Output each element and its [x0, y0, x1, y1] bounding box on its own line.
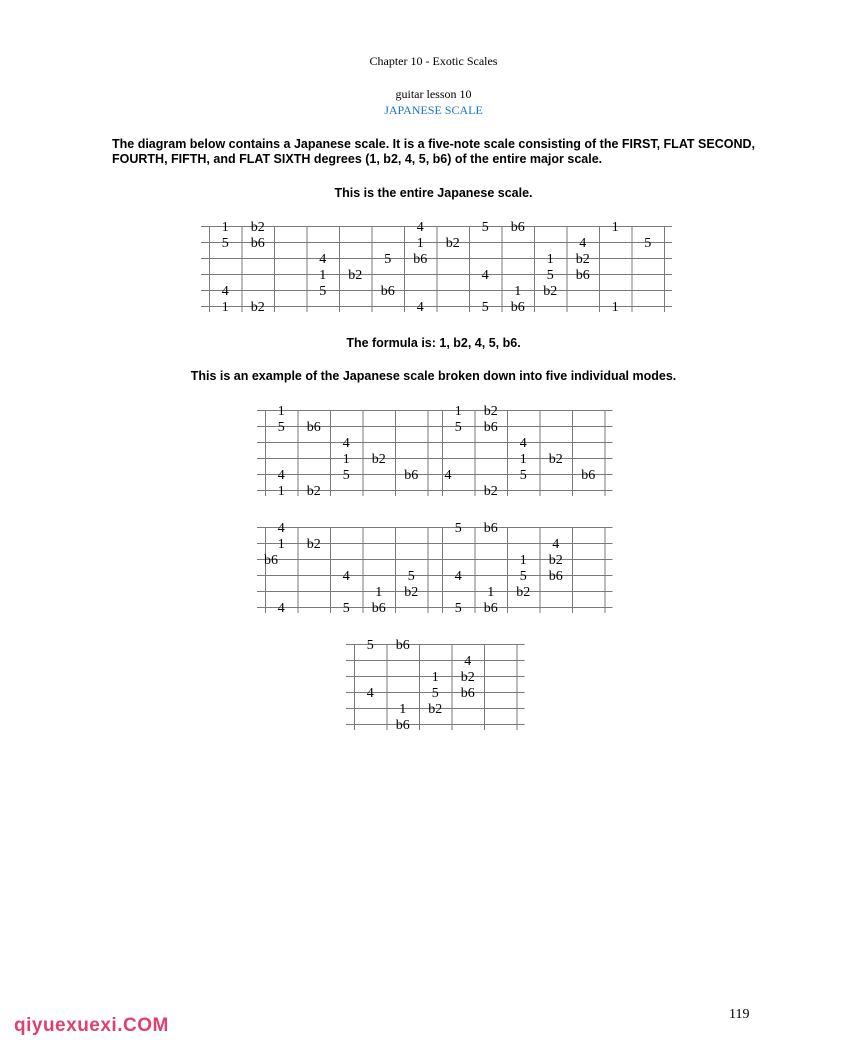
scale-degree-label: b6	[264, 553, 278, 568]
scale-degree-label: 1	[375, 585, 383, 600]
scale-degree-label: 5	[342, 468, 350, 483]
chapter-title: Chapter 10 - Exotic Scales	[369, 54, 498, 68]
watermark-text: qiyuexuexi.COM	[14, 1015, 169, 1036]
scale-degree-label: 1	[277, 484, 285, 499]
scale-degree-label: 1	[487, 585, 495, 600]
lesson-name: JAPANESE SCALE	[384, 103, 483, 117]
scale-degree-label: b2	[460, 670, 475, 685]
scale-degree-label: 5	[319, 284, 327, 299]
scale-degree-label: b2	[543, 284, 558, 299]
scale-degree-label: 1	[221, 300, 229, 315]
scale-degree-label: b2	[250, 300, 265, 315]
scale-degree-label: 4	[454, 569, 462, 584]
scale-degree-label: 4	[342, 569, 350, 584]
intro-paragraph: The diagram below contains a Japanese scale. It is a five-note scale consisting of the FIRST, FLAT SECOND, FOURTH, FIFTH, and FLAT SIXTH degrees (1, b2, 4, 5, b6) of the entire major scale.	[112, 137, 755, 166]
scale-degree-label: 5	[342, 601, 350, 616]
page-number: 119	[729, 1007, 750, 1022]
scale-degree-label: b6	[404, 468, 419, 483]
scale-degree-label: 1	[611, 300, 619, 315]
scale-degree-label: 4	[416, 300, 424, 315]
scale-degree-label: 4	[579, 236, 587, 251]
formula-text: The formula is: 1, b2, 4, 5, b6.	[346, 336, 521, 350]
scale-degree-label: 5	[221, 236, 229, 251]
scale-degree-label: b2	[575, 252, 590, 267]
scale-degree-label: 1	[342, 452, 350, 467]
scale-degree-label: 5	[481, 300, 489, 315]
scale-degree-label: 5	[407, 569, 415, 584]
scale-degree-label: b2	[445, 236, 460, 251]
scale-degree-label: b6	[460, 686, 475, 701]
fretboard-mode-4	[434, 521, 613, 616]
scale-degree-label: b6	[483, 601, 498, 616]
lesson-number: guitar lesson 10	[395, 87, 472, 101]
fretboard-mode-1	[257, 404, 436, 499]
entire-scale-caption: This is the entire Japanese scale.	[334, 186, 533, 200]
scale-degree-label: b6	[510, 220, 525, 235]
scale-degree-label: 4	[464, 654, 472, 669]
scale-degree-label: 5	[481, 220, 489, 235]
scale-degree-label: b6	[548, 569, 563, 584]
scale-degree-label: 1	[519, 553, 527, 568]
scale-degree-label: b2	[306, 484, 321, 499]
scale-degree-label: 4	[416, 220, 424, 235]
modes-caption: This is an example of the Japanese scale broken down into five individual modes.	[190, 369, 677, 383]
scale-degree-label: 5	[644, 236, 652, 251]
scale-degree-label: b6	[413, 252, 428, 267]
scale-degree-label: 5	[519, 569, 527, 584]
scale-degree-label: b6	[510, 300, 525, 315]
scale-degree-label: b2	[428, 702, 443, 717]
scale-degree-label: 4	[481, 268, 489, 283]
scale-degree-label: 4	[319, 252, 327, 267]
scale-degree-label: b2	[483, 404, 498, 419]
scale-degree-label: 1	[519, 452, 527, 467]
scale-degree-label: b2	[548, 553, 563, 568]
scale-degree-label: 4	[552, 537, 560, 552]
scale-degree-label: 1	[416, 236, 424, 251]
scale-degree-label: b2	[548, 452, 563, 467]
scale-degree-label: 5	[519, 468, 527, 483]
scale-degree-label: 1	[611, 220, 619, 235]
scale-degree-label: b6	[250, 236, 265, 251]
scale-degree-label: 5	[454, 420, 462, 435]
scale-degree-label: 4	[366, 686, 374, 701]
fretboard-entire-scale	[201, 220, 672, 315]
scale-degree-label: 4	[277, 601, 285, 616]
scale-degree-label: 4	[342, 436, 350, 451]
scale-degree-label: 4	[221, 284, 229, 299]
scale-degree-label: b6	[371, 601, 386, 616]
scale-degree-label: 1	[431, 670, 439, 685]
scale-degree-label: b2	[250, 220, 265, 235]
scale-degree-label: 1	[221, 220, 229, 235]
fretboard-mode-2	[434, 404, 613, 499]
scale-degree-label: 4	[444, 468, 452, 483]
scale-degree-label: 4	[277, 468, 285, 483]
scale-degree-label: 5	[431, 686, 439, 701]
scale-degree-label: 4	[519, 436, 527, 451]
scale-degree-label: 1	[514, 284, 522, 299]
scale-degree-label: b2	[348, 268, 363, 283]
scale-degree-label: b6	[483, 521, 498, 536]
scale-degree-label: b6	[395, 718, 410, 733]
scale-degree-label: 5	[454, 601, 462, 616]
scale-degree-label: 5	[546, 268, 554, 283]
scale-degree-label: 5	[384, 252, 392, 267]
scale-degree-label: b2	[404, 585, 419, 600]
scale-degree-label: 1	[277, 404, 285, 419]
fretboard-mode-3	[257, 521, 436, 616]
scale-degree-label: 4	[277, 521, 285, 536]
scale-degree-label: b2	[516, 585, 531, 600]
scale-degree-label: b6	[395, 638, 410, 653]
scale-degree-label: 5	[454, 521, 462, 536]
scale-degree-label: 5	[277, 420, 285, 435]
scale-degree-label: 5	[366, 638, 374, 653]
scale-degree-label: 1	[546, 252, 554, 267]
scale-degree-label: b6	[483, 420, 498, 435]
scale-degree-label: b2	[371, 452, 386, 467]
scale-degree-label: 1	[277, 537, 285, 552]
fretboard-mode-5	[346, 638, 525, 733]
scale-degree-label: b2	[306, 537, 321, 552]
scale-degree-label: b2	[483, 484, 498, 499]
scale-degree-label: 1	[454, 404, 462, 419]
scale-degree-label: b6	[575, 268, 590, 283]
scale-degree-label: 1	[399, 702, 407, 717]
scale-degree-label: b6	[306, 420, 321, 435]
scale-degree-label: 1	[319, 268, 327, 283]
scale-degree-label: b6	[581, 468, 596, 483]
scale-degree-label: b6	[380, 284, 395, 299]
